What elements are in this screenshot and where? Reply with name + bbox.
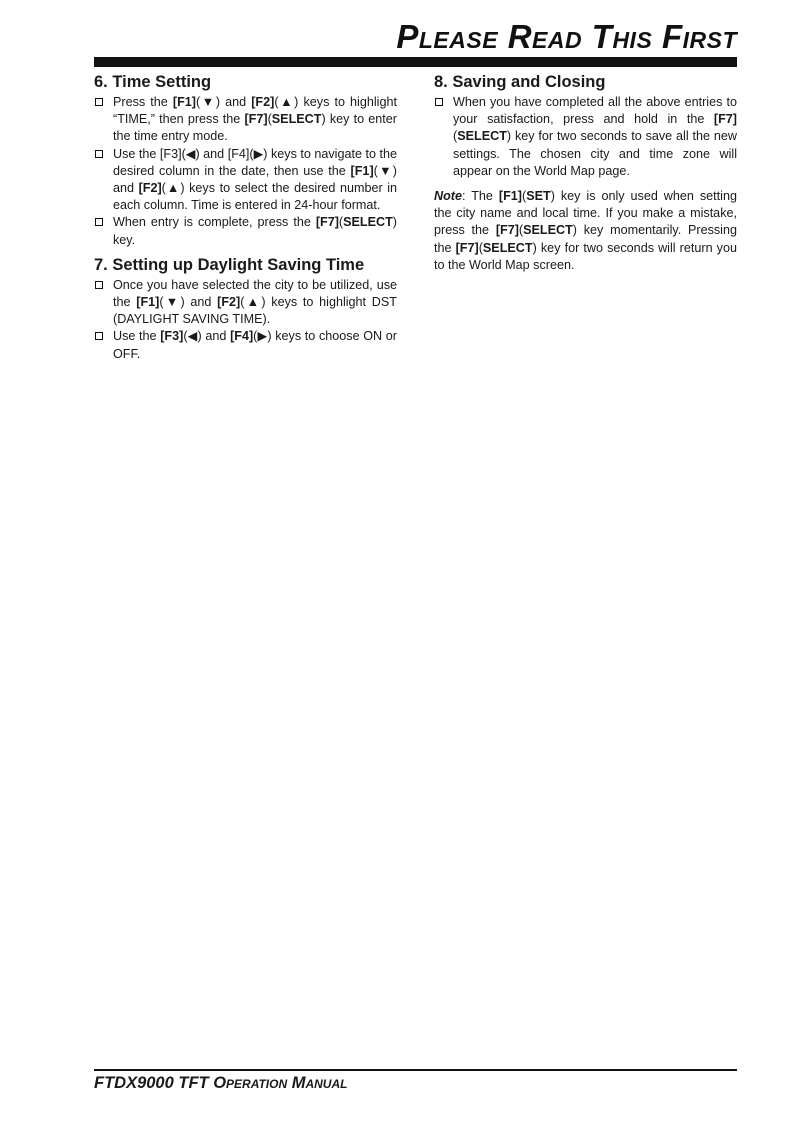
section-heading-daylight-saving: 7. Setting up Daylight Saving Time — [94, 255, 365, 274]
saving-closing-list — [434, 94, 737, 180]
checkbox-bullet-icon — [435, 98, 443, 106]
daylight-saving-list — [94, 277, 397, 363]
list-item: Use the [F3](◀) and [F4](▶) keys to navigate to the desired column in the date, then use the [F1](▼) and [F2](▲) keys to select the desired number in each column. Time is entered in 24-hour format. — [94, 146, 397, 215]
list-item: When entry is complete, press the [F7](SELECT) key. — [94, 214, 397, 248]
note-paragraph: Note: The [F1](SET) key is only used when setting the city name and local time. If you make a mistake, press the [F7](SELECT) key momentarily. Pressing the [F7](SELECT) key for two seconds will return you to the World Map screen. — [434, 189, 737, 272]
list-item: Once you have selected the city to be utilized, use the [F1](▼) and [F2](▲) keys to highlight DST (DAYLIGHT SAVING TIME). — [94, 277, 397, 329]
right-column — [434, 72, 737, 287]
checkbox-bullet-icon — [95, 98, 103, 106]
footer-rule — [94, 1069, 737, 1071]
checkbox-bullet-icon — [95, 332, 103, 340]
list-item: Press the [F1](▼) and [F2](▲) keys to highlight “TIME,” then press the [F7](SELECT) key to enter the time entry mode. — [94, 94, 397, 146]
footer-manual-title: FTDX9000 TFT Operation Manual — [94, 1074, 348, 1092]
section-heading-saving-closing: 8. Saving and Closing — [434, 73, 606, 91]
page-title: Please Read This First — [396, 18, 737, 55]
header-rule — [94, 57, 737, 67]
time-setting-list — [94, 94, 397, 249]
list-item: When you have completed all the above entries to your satisfaction, press and hold in the [F7](SELECT) key for two seconds to save all the new settings. The chosen city and time zone will appear on the World Map page. — [434, 94, 737, 180]
checkbox-bullet-icon — [95, 150, 103, 158]
checkbox-bullet-icon — [95, 218, 103, 226]
list-item: Use the [F3](◀) and [F4](▶) keys to choose ON or OFF. — [94, 328, 397, 362]
left-column — [94, 72, 397, 363]
note-label: Note — [434, 189, 462, 204]
section-heading-time-setting: 6. Time Setting — [94, 73, 212, 91]
checkbox-bullet-icon — [95, 281, 103, 289]
